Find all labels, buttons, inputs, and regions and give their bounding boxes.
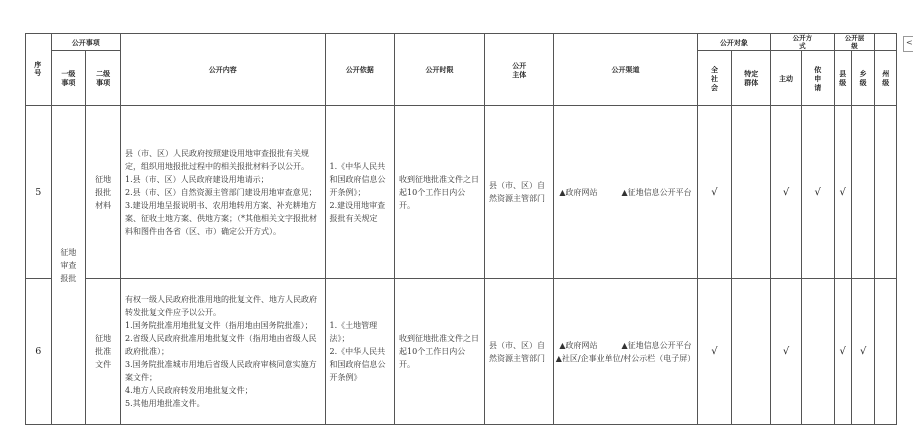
row-level-state xyxy=(875,106,897,279)
row-level-township xyxy=(851,106,875,279)
row-time-limit: 收到征地批准文件之日起10个工作日内公开。 xyxy=(395,279,485,425)
table-row xyxy=(26,279,897,425)
header-level2: 二级事项 xyxy=(86,51,121,106)
row-target-all: √ xyxy=(697,106,732,279)
row-level2: 征地批准文件 xyxy=(86,279,121,425)
header-level-state: 州级 xyxy=(875,51,897,106)
row-seq: 6 xyxy=(26,279,52,425)
row-subject: 县（市、区）自然资源主管部门 xyxy=(484,106,554,279)
row-target-specific xyxy=(732,106,771,279)
row-method-active: √ xyxy=(771,106,802,279)
header-matters: 公开事项 xyxy=(51,34,121,51)
row-channel: ▲政府网站 ▲征地信息公开平台 xyxy=(554,106,697,279)
row-level-county: √ xyxy=(834,106,851,279)
header-subject: 公开主体 xyxy=(484,34,554,106)
row-seq: 5 xyxy=(26,106,52,279)
row-time-limit: 收到征地批准文件之日起10个工作日内公开。 xyxy=(395,106,485,279)
header-target: 公开对象 xyxy=(697,34,771,51)
page-edge-fragment xyxy=(903,36,913,52)
level1-item: 征地审查报批 xyxy=(51,106,86,425)
row-level-state xyxy=(875,279,897,425)
bracket-glyph-icon: < xyxy=(906,38,913,47)
header-method-request: 依申请 xyxy=(801,51,834,106)
header-level1: 一级事项 xyxy=(51,51,86,106)
header-time-limit: 公开时限 xyxy=(395,34,485,106)
row-target-specific xyxy=(732,279,771,425)
header-basis: 公开依据 xyxy=(325,34,395,106)
row-level2: 征地报批材料 xyxy=(86,106,121,279)
header-method: 公开方式 xyxy=(771,34,834,51)
row-content: 有权一级人民政府批准用地的批复文件、地方人民政府转发批复文件应予以公开。 1.国务院批准用地批复文件（指用地由国务院批准）； 2.省级人民政府批准用地批复文件（指用地由省级人民政府批准）； 3.国务院批准城市用地后省级人民政府审核同意实施方案文件； 4.地方人民政府转发用地批复文件； 5.其他用地批准文件。 xyxy=(121,279,325,425)
row-target-all: √ xyxy=(697,279,732,425)
row-method-request: √ xyxy=(801,106,834,279)
header-level: 公开层级 xyxy=(834,34,875,51)
row-method-request xyxy=(801,279,834,425)
header-level-county: 县级 xyxy=(834,51,851,106)
row-content: 县（市、区）人民政府按照建设用地审查报批有关规定，组织用地报批过程中的相关报批材料予以公开。 1.县（市、区）人民政府建设用地请示； 2.县（市、区）自然资源主管部门建设用地审查意见； 3.建设用地呈报说明书、农用地转用方案、补充耕地方案、征收土地方案、供地方案；（*其他相关文字报批材料和图件由各省（区、市）确定公开方式）。 xyxy=(121,106,325,279)
header-content: 公开内容 xyxy=(121,34,325,106)
header-target-specific: 特定群体 xyxy=(732,51,771,106)
row-subject: 县（市、区）自然资源主管部门 xyxy=(484,279,554,425)
header-seq: 序号 xyxy=(26,34,52,106)
row-method-active: √ xyxy=(771,279,802,425)
row-basis: 1.《中华人民共和国政府信息公开条例》； 2.建设用地审查报批有关规定 xyxy=(325,106,395,279)
header-target-all: 全社会 xyxy=(697,51,732,106)
header-method-active: 主动 xyxy=(771,51,802,106)
row-basis: 1.《土地管理法》； 2.《中华人民共和国政府信息公开条例》 xyxy=(325,279,395,425)
header-blank xyxy=(875,34,897,51)
header-level-township: 乡级 xyxy=(851,51,875,106)
table-row xyxy=(26,106,897,279)
row-level-county: √ xyxy=(834,279,851,425)
header-channel: 公开渠道 xyxy=(554,34,697,106)
disclosure-table xyxy=(25,33,897,425)
row-level-township: √ xyxy=(851,279,875,425)
row-channel: ▲政府网站 ▲征地信息公开平台 ▲社区/企事业单位/村公示栏（电子屏） xyxy=(554,279,697,425)
